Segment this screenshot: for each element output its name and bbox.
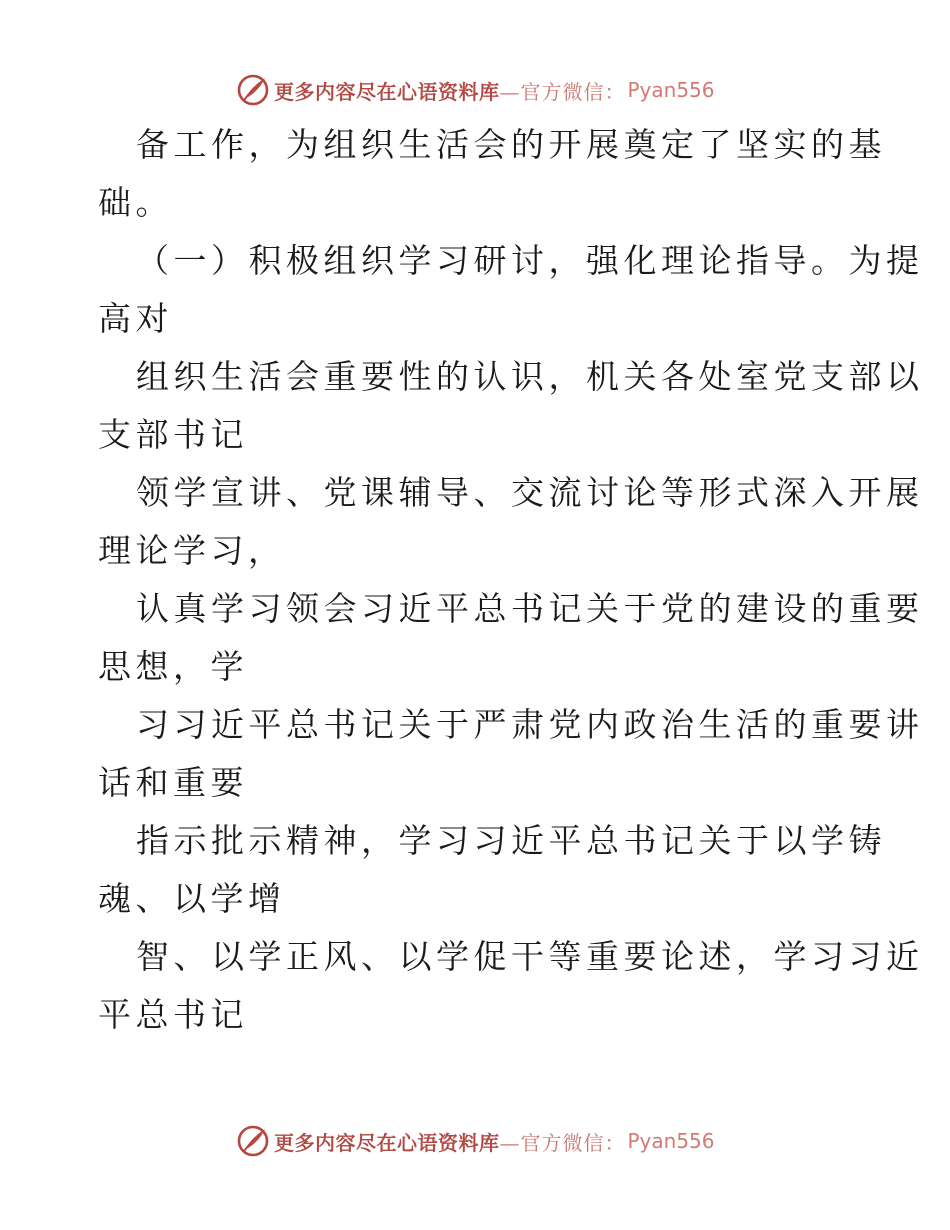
watermark-wechat-id: Pyan556	[627, 1129, 715, 1153]
watermark-brand: 更多内容尽在心语资料库	[274, 79, 500, 104]
text-line: 备工作，为组织生活会的开展奠定了坚实的基	[136, 125, 886, 164]
text-line: 平总书记	[98, 995, 248, 1034]
watermark-brand: 更多内容尽在心语资料库	[274, 1130, 500, 1155]
text-line: 指示批示精神，学习习近平总书记关于以学铸	[136, 821, 886, 860]
quill-logo-icon	[236, 1124, 270, 1158]
quill-logo-icon	[236, 73, 270, 107]
text-line: 组织生活会重要性的认识，机关各处室党支部以	[136, 357, 924, 396]
footer-watermark	[236, 1123, 715, 1159]
text-line: 话和重要	[98, 763, 248, 802]
text-line: 认真学习领会习近平总书记关于党的建设的重要	[136, 589, 924, 628]
text-line: 魂、以学增	[98, 879, 286, 918]
text-line: 智、以学正风、以学促干等重要论述，学习习近	[136, 937, 924, 976]
body-text	[98, 116, 924, 1044]
text-line: 理论学习，	[98, 531, 286, 570]
text-line: 高对	[98, 299, 173, 338]
watermark-label: —官方微信：	[499, 1130, 626, 1155]
header-watermark	[236, 72, 715, 108]
watermark-label: —官方微信：	[499, 79, 626, 104]
text-line: 领学宣讲、党课辅导、交流讨论等形式深入开展	[136, 473, 924, 512]
watermark-wechat-id: Pyan556	[627, 78, 715, 102]
text-line: 习习近平总书记关于严肃党内政治生活的重要讲	[136, 705, 924, 744]
text-line: （一）积极组织学习研讨，强化理论指导。为提	[136, 241, 924, 280]
text-line: 思想，学	[98, 647, 248, 686]
text-line: 支部书记	[98, 415, 248, 454]
text-line: 础。	[98, 183, 173, 222]
